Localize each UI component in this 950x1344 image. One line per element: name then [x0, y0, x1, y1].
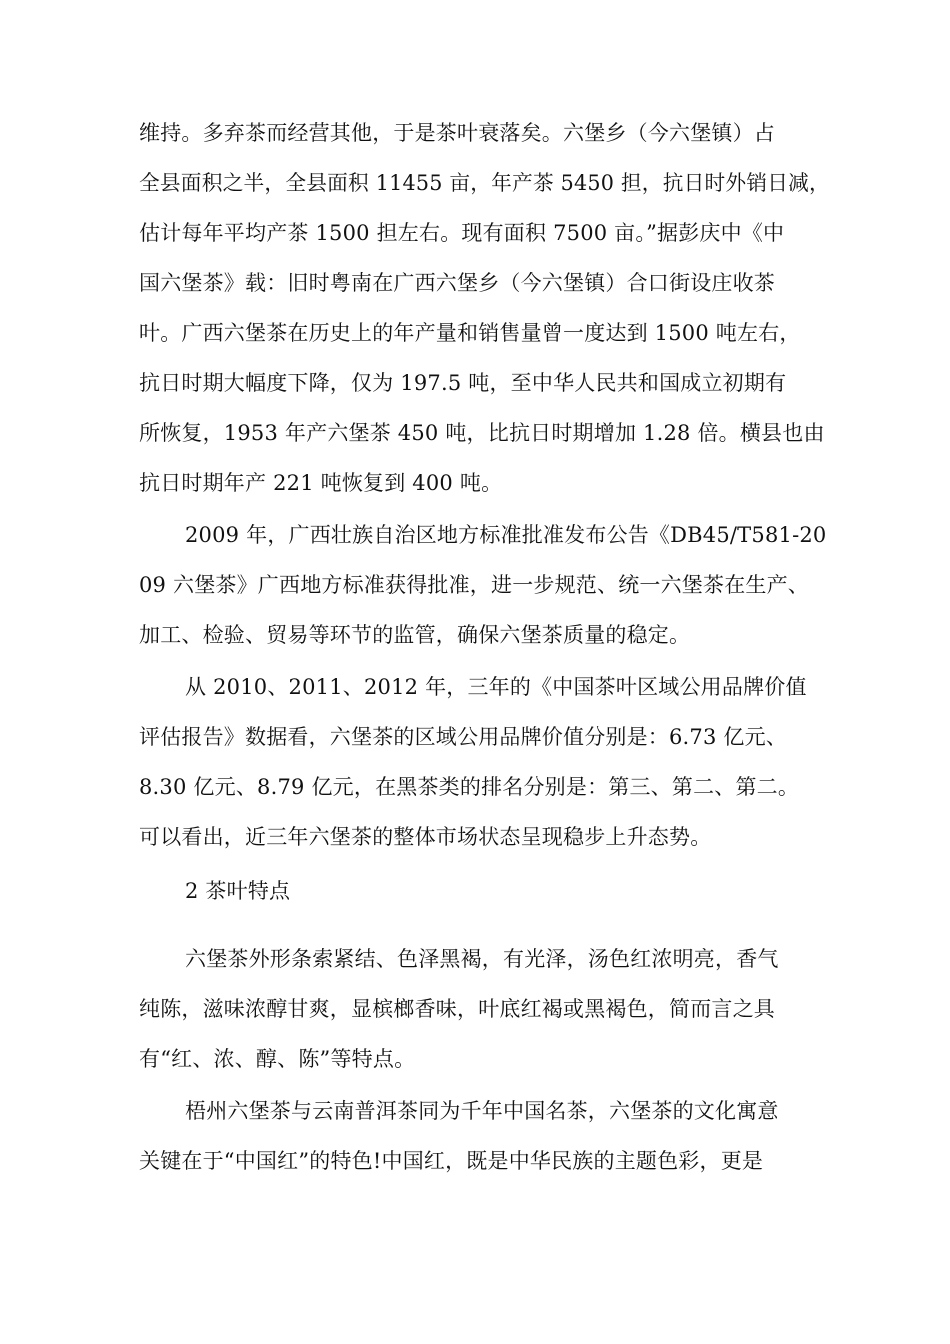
- paragraph-1-line-5: 叶。广西六堡茶在历史上的年产量和销售量曾一度达到 1500 吨左右，: [139, 321, 801, 345]
- section-heading: 2 茶叶特点: [185, 879, 291, 903]
- paragraph-5-line-3: 有“红、浓、醇、陈”等特点。: [139, 1047, 416, 1071]
- paragraph-2-line-3: 加工、检验、贸易等环节的监管，确保六堡茶质量的稳定。: [139, 623, 691, 647]
- paragraph-2-line-2: 09 六堡茶》广西地方标准获得批准，进一步规范、统一六堡茶在生产、: [139, 573, 809, 597]
- paragraph-2-line-1: 2009 年，广西壮族自治区地方标准批准发布公告《DB45/T581-20: [185, 523, 827, 547]
- paragraph-1-line-6: 抗日时期大幅度下降，仅为 197.5 吨，至中华人民共和国成立初期有: [139, 371, 787, 395]
- paragraph-3-line-1: 从 2010、2011、2012 年，三年的《中国茶叶区域公用品牌价值: [185, 675, 807, 699]
- paragraph-3-line-2: 评估报告》数据看，六堡茶的区域公用品牌价值分别是：6.73 亿元、: [139, 725, 788, 749]
- paragraph-5-line-2: 纯陈，滋味浓醇甘爽，显槟榔香味，叶底红褐或黑褐色，简而言之具: [139, 997, 775, 1021]
- paragraph-1-line-8: 抗日时期年产 221 吨恢复到 400 吨。: [139, 471, 503, 495]
- paragraph-3-line-4: 可以看出，近三年六堡茶的整体市场状态呈现稳步上升态势。: [139, 825, 712, 849]
- paragraph-3-line-3: 8.30 亿元、8.79 亿元，在黑茶类的排名分别是：第三、第二、第二。: [139, 775, 800, 799]
- paragraph-1-line-3: 估计每年平均产茶 1500 担左右。现有面积 7500 亩。”据彭庆中《中: [139, 221, 785, 245]
- paragraph-5-line-1: 六堡茶外形条索紧结、色泽黑褐，有光泽，汤色红浓明亮，香气: [185, 947, 779, 971]
- paragraph-6-line-1: 梧州六堡茶与云南普洱茶同为千年中国名茶，六堡茶的文化寓意: [185, 1099, 779, 1123]
- paragraph-1-line-4: 国六堡茶》载：旧时粤南在广西六堡乡（今六堡镇）合口街设庄收茶: [139, 271, 775, 295]
- paragraph-6-line-2: 关键在于“中国红”的特色!中国红，既是中华民族的主题色彩，更是: [139, 1149, 764, 1173]
- paragraph-1-line-7: 所恢复，1953 年产六堡茶 450 吨，比抗日时期增加 1.28 倍。横县也由: [139, 421, 825, 445]
- paragraph-1-line-1: 维持。多弃茶而经营其他，于是茶叶衰落矣。六堡乡（今六堡镇）占: [139, 121, 775, 145]
- paragraph-1-line-2: 全县面积之半，全县面积 11455 亩，年产茶 5450 担，抗日时外销日减，: [139, 171, 830, 195]
